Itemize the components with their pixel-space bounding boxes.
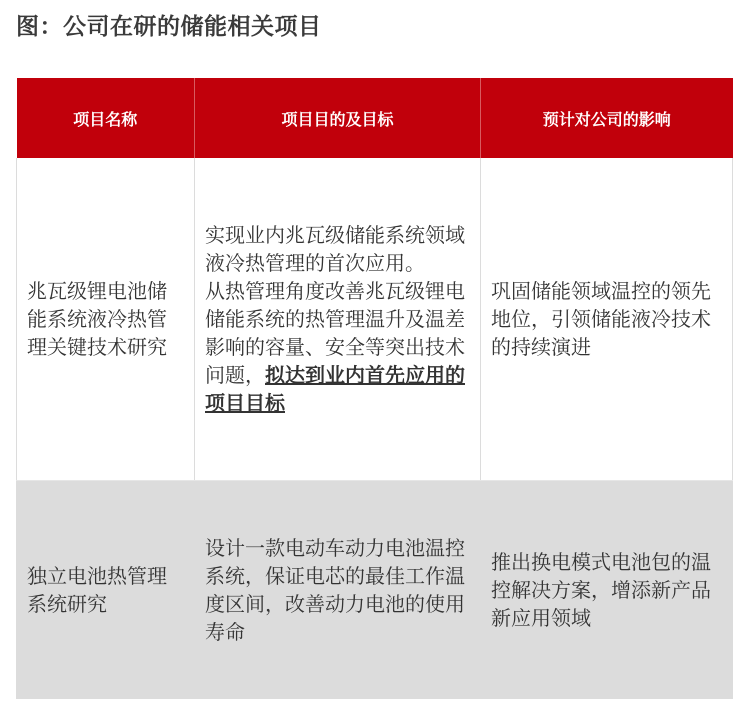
goal-text: 实现业内兆瓦级储能系统领域液冷热管理的首次应用。 — [205, 223, 465, 275]
table-row — [17, 158, 733, 481]
page-title: 图：公司在研的储能相关项目 — [16, 14, 322, 40]
table-row — [17, 481, 733, 700]
project-goal-cell: 设计一款电动车动力电池温控系统，保证电芯的最佳工作温度区间，改善动力电池的使用寿命 — [195, 481, 481, 700]
project-name-cell: 兆瓦级锂电池储能系统液冷热管理关键技术研究 — [17, 158, 195, 481]
table-header-row — [17, 78, 733, 158]
project-impact-cell: 巩固储能领域温控的领先地位，引领储能液冷技术的持续演进 — [481, 158, 733, 481]
goal-emphasis-text: 拟达到业内首先应用的项目目标 — [205, 363, 465, 415]
header-project-name: 项目名称 — [17, 78, 195, 158]
header-project-goal: 项目目的及目标 — [195, 78, 481, 158]
project-goal-cell — [195, 158, 481, 481]
project-impact-cell: 推出换电模式电池包的温控解决方案，增添新产品新应用领域 — [481, 481, 733, 700]
project-name-cell: 独立电池热管理系统研究 — [17, 481, 195, 700]
projects-table — [16, 78, 733, 699]
goal-text: 从热管理角度改善兆瓦级锂电储能系统的热管理温升及温差影响的容量、安全等突出技术问题， — [205, 279, 465, 387]
header-project-impact: 预计对公司的影响 — [481, 78, 733, 158]
